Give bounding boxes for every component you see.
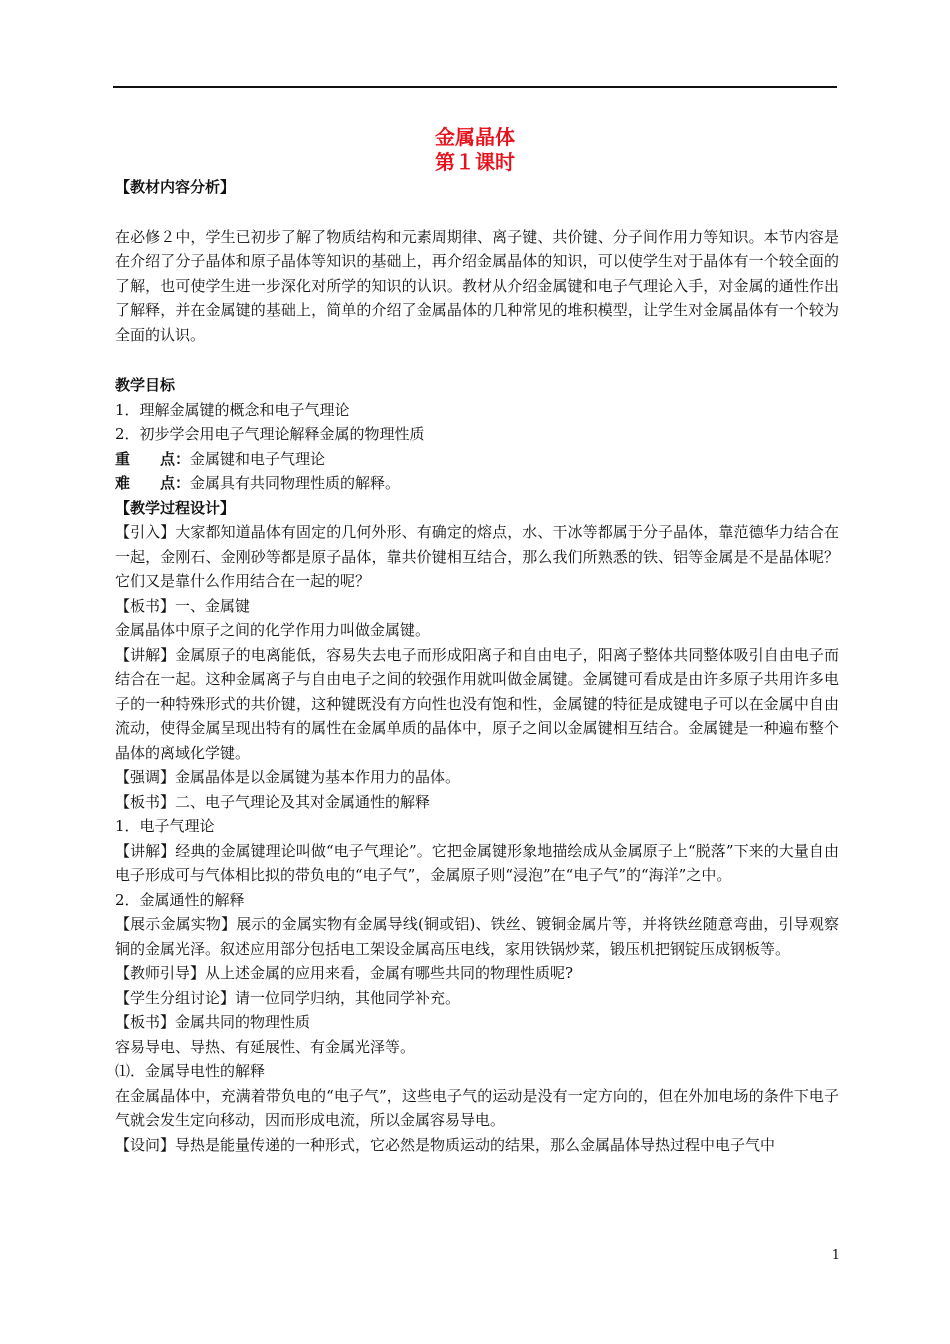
key-point-label: 重 点： [115,449,191,468]
process-paragraph: 【引入】大家都知道晶体有固定的几何外形、有确定的熔点，水、干冰等都属于分子晶体，靠范德华力结合在一起，金刚石、金刚砂等都是原子晶体，靠共价键相互结合，那么我们所熟悉的铁、铝等金属是不是晶体呢？它们又是靠什么作用结合在一起的呢？ [115,523,839,590]
section-heading-analysis: 【教材内容分析】 [115,178,236,196]
process-paragraph: 【讲解】金属原子的电离能低，容易失去电子而形成阳离子和自由电子，阳离子整体共同整体吸引自由电子而结合在一起。这种金属离子与自由电子之间的较强作用就叫做金属键。金属键可看成是由许多原子共用许多电子的一种特殊形式的共价键，这种键既没有方向性也没有饱和性，金属键的特征是成键电子可以在金属中自由流动，使得金属呈现出特有的属性在金属单质的晶体中，原子之间以金属键相互结合。金属键是一种遍布整个晶体的离域化学键。 [115,645,839,762]
page-title: 金属晶体 [435,125,515,149]
page-subtitle: 第１课时 [435,150,515,174]
process-paragraph: 【板书】金属共同的物理性质 [115,1013,311,1031]
process-paragraph: 【强调】金属晶体是以金属键为基本作用力的晶体。 [115,768,461,786]
process-paragraph: 1．电子气理论 [115,817,215,835]
key-point-line [115,447,839,472]
section-heading-goals: 教学目标 [115,376,176,394]
process-paragraph: 【学生分组讨论】请一位同学归纳，其他同学补充。 [115,988,461,1007]
process-paragraph: 金属晶体中原子之间的化学作用力叫做金属键。 [115,621,431,639]
key-point-text: 金属键和电子气理论 [190,449,326,468]
process-paragraph: 【展示金属实物】展示的金属实物有金属导线(铜或铝)、铁丝、镀铜金属片等，并将铁丝随意弯曲，引导观察铜的金属光泽。叙述应用部分包括电工架设金属高压电线，家用铁锅炒菜，锻压机把钢锭压成钢板等。 [115,915,839,958]
section-heading-process: 【教学过程设计】 [115,498,236,517]
process-paragraph: 【教师引导】从上述金属的应用来看，金属有哪些共同的物理性质呢? [115,964,574,982]
difficulty-label: 难 点： [115,474,191,492]
process-paragraph: 【设问】导热是能量传递的一种形式，它必然是物质运动的结果，那么金属晶体导热过程中电子气中 [115,1135,776,1154]
goal-item: 2．初步学会用电子气理论解释金属的物理性质 [115,425,425,443]
process-paragraph: 在金属晶体中，充满着带负电的“电子气”，这些电子气的运动是没有一定方向的，但在外加电场的条件下电子气就会发生定向移动，因而形成电流，所以金属容易导电。 [115,1086,839,1129]
process-paragraph: 【板书】一、金属键 [115,596,251,615]
process-paragraph: 2．金属通性的解释 [115,890,245,909]
difficulty-line [115,471,839,496]
process-paragraph: ⑴．金属导电性的解释 [115,1062,266,1080]
header-rule [113,86,837,88]
difficulty-text: 金属具有共同物理性质的解释。 [190,474,401,492]
process-paragraph: 容易导电、导热、有延展性、有金属光泽等。 [115,1037,416,1056]
analysis-paragraph: 在必修２中，学生已初步了解了物质结构和元素周期律、离子键、共价键、分子间作用力等知识。本节内容是在介绍了分子晶体和原子晶体等知识的基础上，再介绍金属晶体的知识，可以使学生对于晶体有一个较全面的了解，也可使学生进一步深化对所学的知识的认识。教材从介绍金属键和电子气理论入手，对金属的通性作出了解释，并在金属键的基础上，简单的介绍了金属晶体的几种常见的堆积模型，让学生对金属晶体有一个较为全面的认识。 [115,227,839,344]
process-paragraph: 【板书】二、电子气理论及其对金属通性的解释 [115,792,431,811]
document-body [115,175,839,1157]
process-paragraph: 【讲解】经典的金属键理论叫做“电子气理论”。它把金属键形象地描绘成从金属原子上“脱落”下来的大量自由电子形成可与气体相比拟的带负电的“电子气”，金属原子则“浸泡”在“电子气”的“海洋”之中。 [115,841,839,884]
page-number: 1 [831,1248,840,1263]
goal-item: 1．理解金属键的概念和电子气理论 [115,400,350,419]
